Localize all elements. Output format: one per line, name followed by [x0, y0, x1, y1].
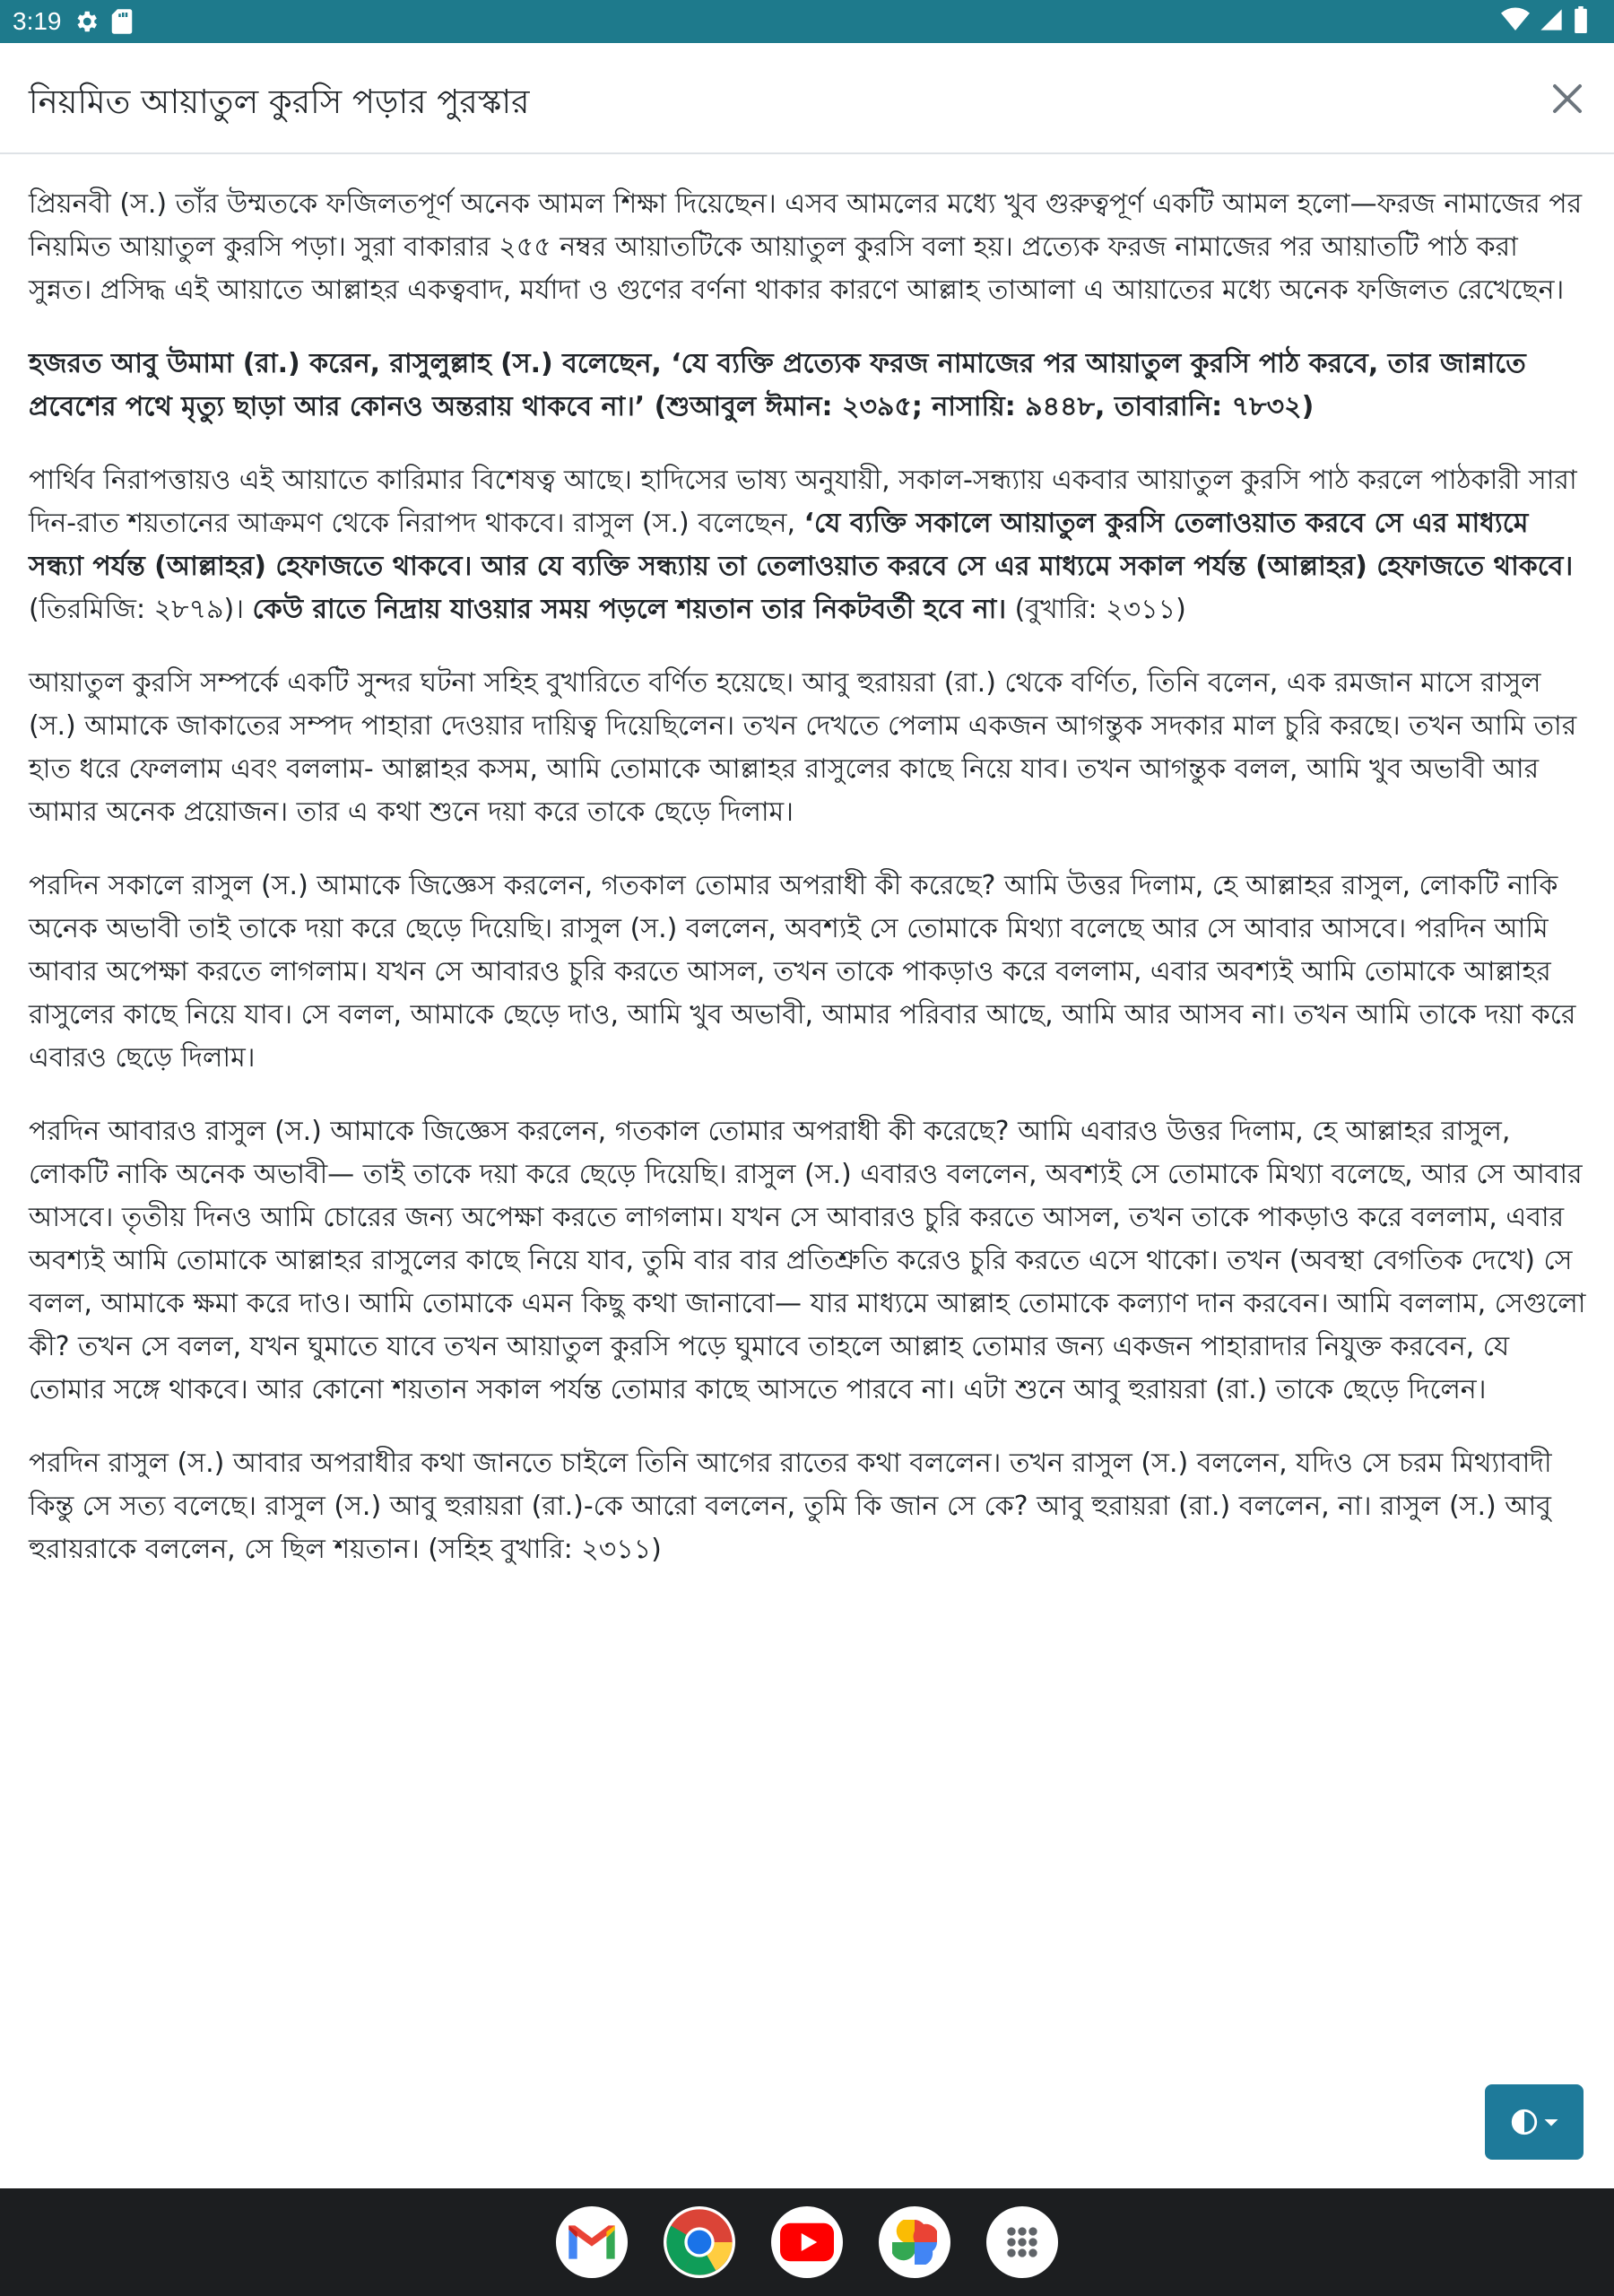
paragraph-hadith-quote: [29, 343, 1589, 429]
paragraph-protection: [29, 459, 1589, 631]
citation-tirmidhi: (তিরমিজি: ২৮৭৯)।: [29, 594, 253, 625]
quote-night: কেউ রাতে নিদ্রায় যাওয়ার সময় পড়লে শয়তান তার নিকটবর্তী হবে না।: [252, 594, 1007, 625]
wifi-icon: [1501, 7, 1530, 37]
contrast-icon: [1509, 2107, 1540, 2137]
signal-icon: [1539, 7, 1564, 37]
youtube-icon: [780, 2222, 834, 2262]
gmail-icon: [567, 2222, 617, 2262]
close-button[interactable]: [1546, 77, 1589, 120]
photos-icon: [888, 2215, 941, 2269]
battery-icon: [1573, 6, 1589, 38]
paragraph-story-3: পরদিন আবারও রাসুল (স.) আমাকে জিজ্ঞেস করলেন, গতকাল তোমার অপরাধী কী করেছে? আমি এবারও উত্তর দিলাম, হে আল্লাহর রাসুল, লোকটি নাকি অনেক অভাবী— তাই তাকে দয়া করে ছেড়ে দিয়েছি। রাসুল (স.) এবারও বললেন, অবশ্যই সে তোমাকে মিথ্যা বলেছে, আর সে আবার আসবে। তৃতীয় দিনও আমি চোরের জন্য অপেক্ষা করতে লাগলাম। যখন সে আবারও চুরি করতে আসল, তখন তাকে পাকড়াও করে বললাম, এবার অবশ্যই আমি তোমাকে আল্লাহর রাসুলের কাছে নিয়ে যাব, তুমি বার বার প্রতিশ্রুতি করেও চুরি করতে এসে থাকো। তখন (অবস্থা বেগতিক দেখে) সে বলল, আমাকে ক্ষমা করে দাও। আমি তোমাকে এমন কিছু কথা জানাবো— যার মাধ্যমে আল্লাহ তোমাকে কল্যাণ দান করবেন। আমি বললাম, সেগুলো কী? তখন সে বলল, যখন ঘুমাতে যাবে তখন আয়াতুল কুরসি পড়ে ঘুমাবে তাহলে আল্লাহ তোমার জন্য একজন পাহারাদার নিযুক্ত করবেন, যে তোমার সঙ্গে থাকবে। আর কোনো শয়তান সকাল পর্যন্ত তোমার কাছে আসতে পারবে না। এটা শুনে আবু হুরায়রা (রা.) তাকে ছেড়ে দিলেন।: [29, 1116, 1586, 1405]
hadith-quote: হজরত আবু উমামা (রা.) করেন, রাসুলুল্লাহ (স.) বলেছেন, ‘যে ব্যক্তি প্রত্যেক ফরজ নামাজের পর আয়াতুল কুরসি পাঠ করবে, তার জান্নাতে প্রবেশের পথে মৃত্যু ছাড়া আর কোনও অন্তরায় থাকবে না।’ (শুআবুল ঈমান: ২৩৯৫; নাসায়ি: ৯৪৪৮, তাবারানি: ৭৮৩২): [29, 348, 1526, 422]
paragraph-story-2: পরদিন সকালে রাসুল (স.) আমাকে জিজ্ঞেস করলেন, গতকাল তোমার অপরাধী কী করেছে? আমি উত্তর দিলাম, হে আল্লাহর রাসুল, লোকটি নাকি অনেক অভাবী তাই তাকে দয়া করে ছেড়ে দিয়েছি। রাসুল (স.) বললেন, অবশ্যই সে তোমাকে মিথ্যা বলেছে আর সে আবার আসবে। পরদিন আমি আবার অপেক্ষা করতে লাগলাম। যখন সে আবারও চুরি করতে আসল, তখন তাকে পাকড়াও করে বললাম, এবার অবশ্যই আমি তোমাকে আল্লাহর রাসুলের কাছে নিয়ে যাব। সে বলল, আমাকে ছেড়ে দাও, আমি খুব অভাবী, আমার পরিবার আছে, আমি আর আসব না। তখন আমি তাকে দয়া করে এবারও ছেড়ে দিলাম।: [29, 870, 1576, 1074]
app-drawer-button[interactable]: [986, 2206, 1058, 2278]
close-icon: [1546, 77, 1589, 120]
article-body: [29, 183, 1589, 1602]
status-time: 3:19: [13, 7, 62, 35]
youtube-app-button[interactable]: [771, 2206, 843, 2278]
chrome-icon: [664, 2206, 735, 2278]
status-bar: [0, 0, 1614, 43]
settings-icon: [73, 8, 100, 35]
app-drawer-icon: [1004, 2224, 1040, 2260]
article-header: [0, 43, 1614, 154]
paragraph-story-1: আয়াতুল কুরসি সম্পর্কে একটি সুন্দর ঘটনা সহিহ বুখারিতে বর্ণিত হয়েছে। আবু হুরায়রা (রা.) থেকে বর্ণিত, তিনি বলেন, এক রমজান মাসে রাসুল (স.) আমাকে জাকাতের সম্পদ পাহারা দেওয়ার দায়িত্ব দিয়েছিলেন। তখন দেখতে পেলাম একজন আগন্তুক সদকার মাল চুরি করছে। তখন আমি তার হাত ধরে ফেললাম এবং বললাম- আল্লাহর কসম, আমি তোমাকে আল্লাহর রাসুলের কাছে নিয়ে যাব। তখন আগন্তুক বলল, আমি খুব অভাবী আর আমার অনেক প্রয়োজন। তার এ কথা শুনে দয়া করে তাকে ছেড়ে দিলাম।: [29, 667, 1577, 828]
quote-morning-evening: ‘যে ব্যক্তি সকালে আয়াতুল কুরসি তেলাওয়াত করবে সে এর মাধ্যমে সন্ধ্যা পর্যন্ত (আল্লাহর) হেফাজতে থাকবে। আর যে ব্যক্তি সন্ধ্যায় তা তেলাওয়াত করবে সে এর মাধ্যমে সকাল পর্যন্ত (আল্লাহর) হেফাজতে থাকবে।: [29, 508, 1574, 582]
page-title: নিয়মিত আয়াতুল কুরসি পড়ার পুরস্কার: [29, 83, 530, 121]
photos-app-button[interactable]: [879, 2206, 950, 2278]
chrome-app-button[interactable]: [664, 2206, 735, 2278]
paragraph-intro: প্রিয়নবী (স.) তাঁর উম্মতকে ফজিলতপূর্ণ অনেক আমল শিক্ষা দিয়েছেন। এসব আমলের মধ্যে খুব গুরুত্বপূর্ণ একটি আমল হলো—ফরজ নামাজের পর নিয়মিত আয়াতুল কুরসি পড়া। সুরা বাকারার ২৫৫ নম্বর আয়াতটিকে আয়াতুল কুরসি বলা হয়। প্রত্যেক ফরজ নামাজের পর আয়াতটি পাঠ করা সুন্নত। প্রসিদ্ধ এই আয়াতে আল্লাহর একত্ববাদ, মর্যাদা ও গুণের বর্ণনা থাকার কারণে আল্লাহ তাআলা এ আয়াতের মধ্যে অনেক ফজিলত রেখেছেন।: [29, 188, 1583, 306]
app-dock: [0, 2188, 1614, 2296]
paragraph-story-4: পরদিন রাসুল (স.) আবার অপরাধীর কথা জানতে চাইলে তিনি আগের রাতের কথা বললেন। তখন রাসুল (স.) বললেন, যদিও সে চরম মিথ্যাবাদী কিন্তু সে সত্য বলেছে। রাসুল (স.) আবু হুরায়রা (রা.)-কে আরো বললেন, তুমি কি জান সে কে? আবু হুরায়রা (রা.) বললেন, না। রাসুল (স.) আবু হুরায়রাকে বললেন, সে ছিল শয়তান। (সহিহ বুখারি: ২৩১১): [29, 1448, 1552, 1565]
sd-card-icon: [110, 8, 134, 35]
chevron-down-icon: [1543, 2114, 1559, 2130]
paragraph-protection-text: পার্থিব নিরাপত্তায়ও এই আয়াতে কারিমার বিশেষত্ব আছে। হাদিসের ভাষ্য অনুযায়ী, সকাল-সন্ধ্যায় একবার আয়াতুল কুরসি পাঠ করলে পাঠকারী সারা দিন-রাত শয়তানের আক্রমণ থেকে নিরাপদ থাকবে। রাসুল (স.) বলেছেন,: [29, 465, 1577, 539]
citation-bukhari: (বুখারি: ২৩১১): [1006, 594, 1186, 625]
gmail-app-button[interactable]: [556, 2206, 628, 2278]
theme-toggle-button[interactable]: [1485, 2084, 1584, 2160]
